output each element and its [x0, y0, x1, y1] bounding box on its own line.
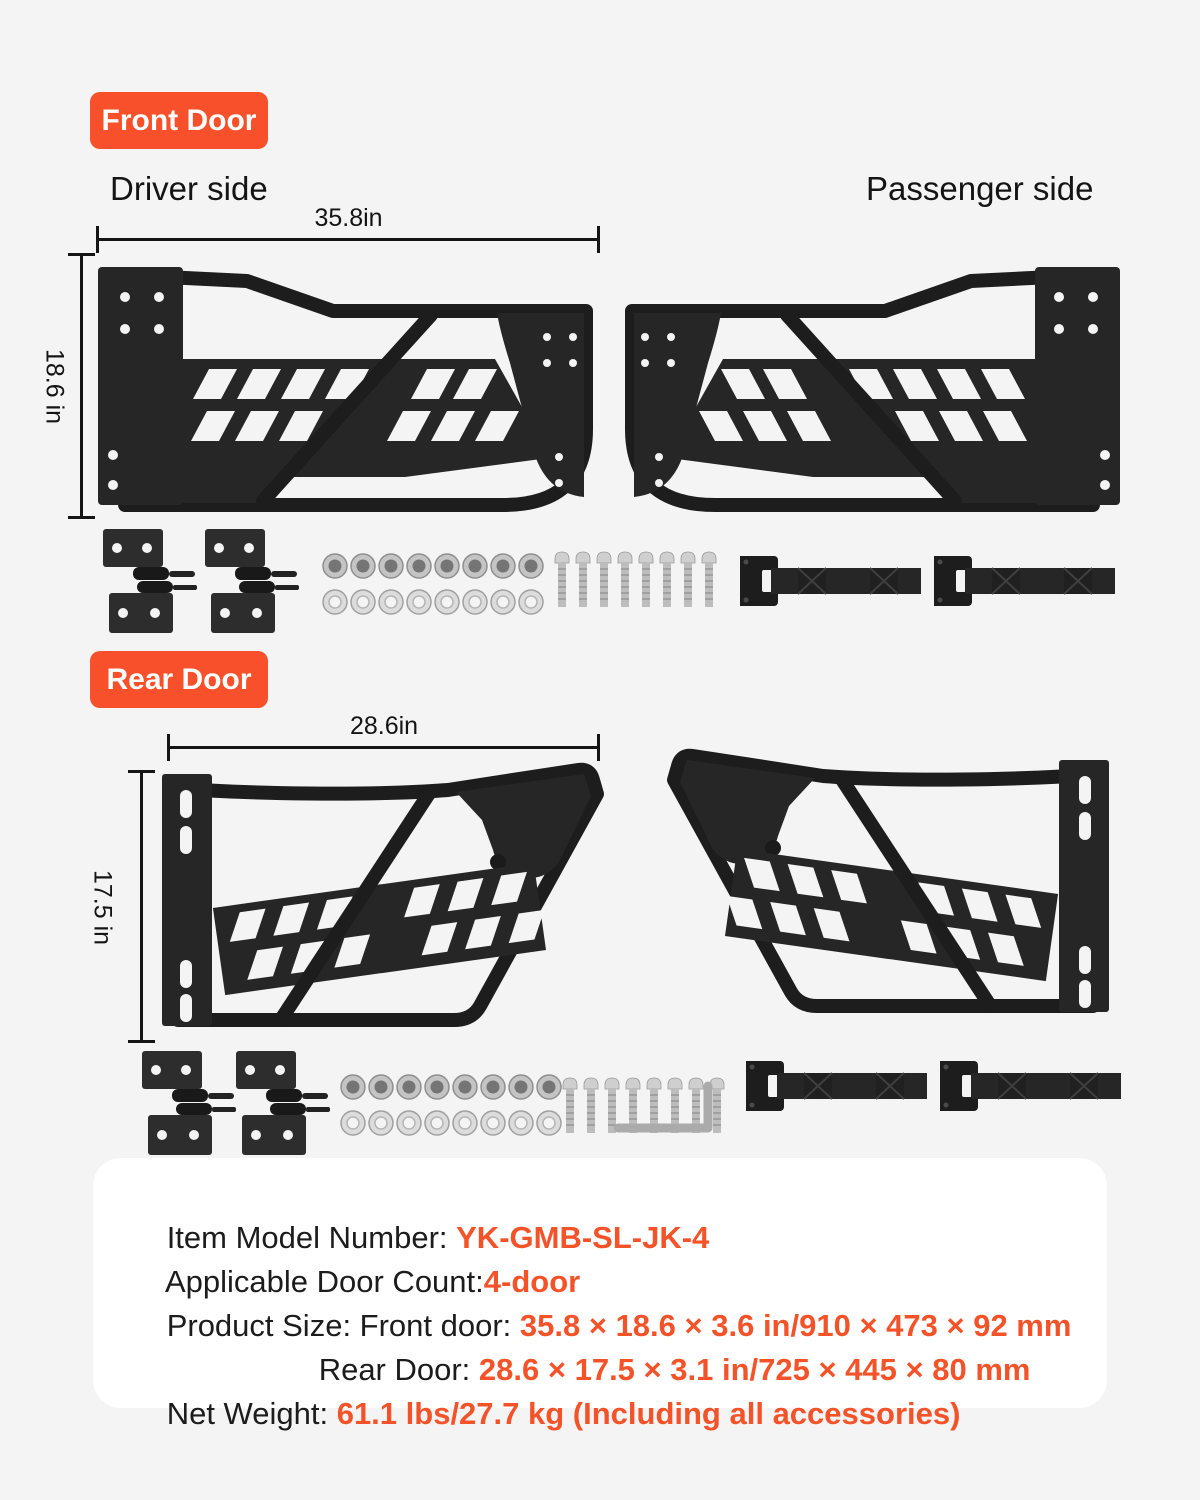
- rear-allen-key-icon: [612, 1078, 732, 1138]
- front-door-passenger-image: [618, 253, 1123, 520]
- spec-model-number-value: YK-GMB-SL-JK-4: [456, 1220, 710, 1255]
- front-width-dimension-line: [97, 238, 600, 241]
- front-door-badge: [90, 92, 268, 149]
- front-width-dimension-label: 35.8in: [314, 204, 383, 232]
- rear-height-dimension-label: 17.5 in: [88, 869, 117, 946]
- front-height-tick-bottom: [68, 516, 95, 519]
- rear-door-badge-label: Rear Door: [106, 662, 252, 696]
- driver-side-label: Driver side: [110, 170, 268, 207]
- front-limit-strap-icon: [932, 552, 1122, 610]
- rear-width-tick-left: [167, 734, 170, 761]
- front-width-tick-right: [597, 226, 600, 253]
- front-hinge-icon: [103, 527, 198, 633]
- rear-hinge-icon: [236, 1049, 331, 1155]
- spec-net-weight-value: 61.1 lbs/27.7 kg (Including all accessories): [336, 1396, 961, 1431]
- rear-door-driver-image: [160, 762, 605, 1034]
- spec-door-count-value: 4-door: [483, 1264, 581, 1299]
- rear-width-dimension-line: [168, 746, 600, 749]
- front-door-badge-label: Front Door: [101, 103, 257, 137]
- front-height-tick-top: [68, 253, 95, 256]
- front-width-tick-left: [96, 226, 99, 253]
- spec-rear-door-size-value: 28.6 × 17.5 × 3.1 in/725 × 445 × 80 mm: [478, 1352, 1031, 1387]
- rear-height-tick-top: [128, 770, 155, 773]
- rear-width-dimension-label: 28.6in: [349, 712, 419, 740]
- rear-door-passenger-image: [666, 748, 1111, 1020]
- spec-model-number: [93, 1172, 1107, 1255]
- spec-card: [93, 1158, 1107, 1431]
- passenger-side-label: Passenger side: [866, 170, 1094, 207]
- spec-net-weight-label: Net Weight:: [166, 1396, 337, 1431]
- rear-height-tick-bottom: [128, 1040, 155, 1043]
- front-door-driver-image: [95, 253, 600, 520]
- spec-door-count-label: Applicable Door Count:: [164, 1264, 484, 1299]
- front-bolt-set-icon: [554, 551, 724, 609]
- rear-height-dimension-line: [140, 772, 143, 1042]
- front-hinge-icon: [205, 527, 300, 633]
- rear-hinge-icon: [142, 1049, 237, 1155]
- rear-nut-washer-set-icon: [340, 1074, 570, 1138]
- rear-width-tick-right: [597, 734, 600, 761]
- rear-limit-strap-icon: [744, 1057, 934, 1115]
- spec-rear-door-size-label: Rear Door:: [318, 1352, 479, 1387]
- spec-model-number-label: Item Model Number:: [166, 1220, 457, 1255]
- rear-limit-strap-icon: [938, 1057, 1128, 1115]
- spec-front-door-size-value: 35.8 × 18.6 × 3.6 in/910 × 473 × 92 mm: [519, 1308, 1072, 1343]
- front-height-dimension-line: [80, 255, 83, 517]
- front-nut-washer-set-icon: [322, 553, 552, 617]
- front-limit-strap-icon: [738, 552, 928, 610]
- spec-front-door-size-label: Product Size: Front door:: [166, 1308, 520, 1343]
- rear-door-badge: [90, 651, 268, 708]
- front-height-dimension-label: 18.6 in: [40, 348, 69, 425]
